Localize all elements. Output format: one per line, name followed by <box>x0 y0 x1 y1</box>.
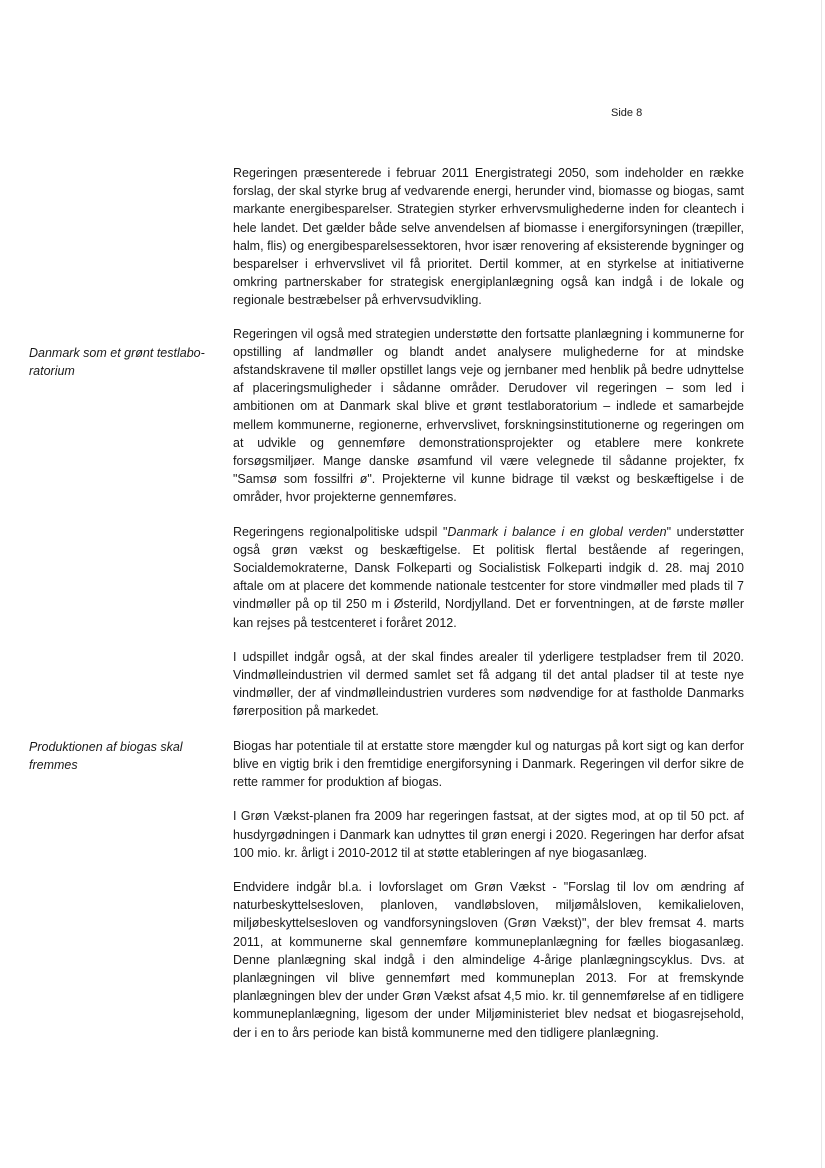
paragraph-biogas-potentiale: Biogas har potentiale til at erstatte store mængder kul og naturgas på kort sigt og kan derfor blive en vigtig brik i den fremtidige energiforsyning i Danmark. Regeringen vil derfor sikre de rette rammer for produktion af biogas. <box>233 738 744 790</box>
paragraph-energistrategi: Regeringen præsenterede i februar 2011 Energistrategi 2050, som indeholder en række forslag, der skal styrke brug af vedvarende energi, herunder vind, biomasse og biogas, samt markante energibesparelser. Strategien styrker erhvervsmulighederne inden for cleantech i hele landet. Det gælder både selve anvendelsen af biomasse i energiforsyningen (træpiller, halm, flis) og energibesparelsessektoren, hvor især renovering af eksisterende bygninger og besparelser i erhvervslivet vil få prioritet. Dertil kommer, at en styrkelse at initiativerne omkring partnerskaber for strategisk energiplanlægning også kan indgå i de lokale og regionale bestræbelser på erhvervsudvikling. <box>233 166 744 308</box>
paragraph-regionalpolitik-start: Regeringens regionalpolitiske udspil " <box>233 524 448 539</box>
paragraph-regionalpolitik-rest: " understøtter også grøn vækst og beskæftigelse. Et politisk flertal bestående af regeringen, Socialdemokraterne, Dansk Folkeparti og Socialistisk Folkeparti indgik d. 28. maj 2010 aftale om at placere det kommende nationale testcenter for store vindmøller med plads til 7 vindmøller på op til 250 m i Østerild, Nordjylland. Det er forventningen, at de første møller kan rejses på testcenteret i foråret 2012. <box>233 524 744 630</box>
publication-title: Danmark i balance i en global verden <box>447 524 667 539</box>
paragraph-testpladser: I udspillet indgår også, at der skal findes arealer til yderligere testpladser frem til 2020. Vindmølleindustrien vil dermed samlet set få adgang til det antal pladser til at teste nye vindmøller, der af vindmølleindustrien vurderes som nødvendige for at fastholde Danmarks førerposition på markedet. <box>233 649 744 719</box>
paragraph-regionalpolitik <box>233 523 744 632</box>
paragraph-groen-vaekst-plan: I Grøn Vækst-planen fra 2009 har regeringen fastsat, at der sigtes mod, at op til 50 pct. af husdyrgødningen i Danmark kan udnyttes til grøn energi i 2020. Regeringen har derfor afsat 100 mio. kr. årligt i 2010-2012 til at støtte etableringen af nye biogasanlæg. <box>233 809 744 860</box>
page-number: Side 8 <box>611 107 643 119</box>
paragraph-landmoeller: Regeringen vil også med strategien understøtte den fortsatte planlægning i kommunerne for opstilling af landmøller og blandt andet analysere mulighederne for at mindske afstandskravene til møller opstillet langs veje og jernbaner med henblik på bedre udnyttelse af placeringsmuligheder i sådanne områder. Derudover vil regeringen – som led i ambitionen om at Danmark skal blive et grønt testlaboratorium – indlede et samarbejde mellem kommunerne, regionerne, erhvervslivet, forskningsinstitutionerne og regeringen om at udvikle og gennemføre demonstrationsprojekter og etablere mere konkrete forsøgsmiljøer. Mange danske øsamfund vil være velegnede til sådanne projekter, fx "Samsø som fossilfri ø". Projekterne vil kunne bidrage til vækst og beskæftigelse i de områder, hvor projekterne gennemføres. <box>233 326 744 505</box>
scan-edge-line <box>821 0 822 1168</box>
margin-note-testlaboratorium: Danmark som et grønt testlabo-ratorium <box>29 346 205 378</box>
paragraph-lovforslag: Endvidere indgår bl.a. i lovforslaget om Grøn Vækst - "Forslag til lov om ændring af naturbeskyttelsesloven, planloven, vandløbsloven, miljømålsloven, kemikalieloven, miljøbeskyttelsesloven og vandforsyningsloven (Grøn Vækst)", der blev fremsat 4. marts 2011, at kommunerne skal gennemføre kommuneplanlægning for fælles biogasanlæg. Denne planlægning skal indgå i den almindelige 4-årige planlægningscyklus. Dvs. at planlægningen vil blive gennemført med kommuneplan 2013. For at fremskynde planlægningen blev der under Grøn Vækst afsat 4,5 mio. kr. til gennemførelse af en tidligere kommuneplanlægning, ligesom der under Miljøministeriet blev nedsat et biogasrejsehold, der i en to års periode kan bistå kommunerne med den tidligere planlægning. <box>233 879 744 1040</box>
body-text <box>233 164 744 1058</box>
margin-note-biogas: Produktionen af biogas skal fremmes <box>29 740 183 772</box>
